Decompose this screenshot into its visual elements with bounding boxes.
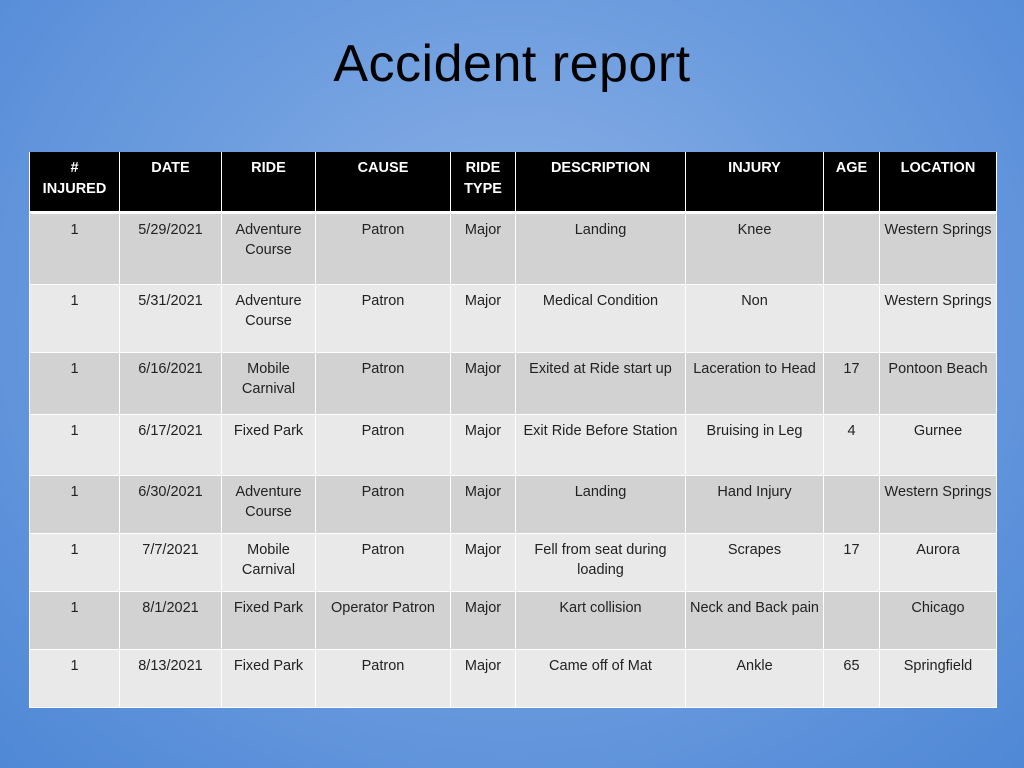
header-date: DATE [120,152,222,212]
cell-injury: Scrapes [686,533,824,591]
cell-description: Came off of Mat [516,649,686,707]
cell-cause: Patron [316,284,451,352]
cell-ride: Fixed Park [222,414,316,475]
cell-date: 7/7/2021 [120,533,222,591]
cell-ride: Adventure Course [222,284,316,352]
cell-location: Pontoon Beach [880,352,997,414]
cell-location: Aurora [880,533,997,591]
cell-injury: Bruising in Leg [686,414,824,475]
table-row [30,533,997,591]
cell-injured: 1 [30,475,120,533]
cell-ride: Mobile Carnival [222,533,316,591]
cell-cause: Operator Patron [316,591,451,649]
cell-age: 65 [824,649,880,707]
cell-age: 17 [824,533,880,591]
cell-cause: Patron [316,352,451,414]
table-row [30,414,997,475]
cell-age: 17 [824,352,880,414]
cell-cause: Patron [316,533,451,591]
cell-injured: 1 [30,414,120,475]
cell-age: 4 [824,414,880,475]
cell-description: Kart collision [516,591,686,649]
cell-description: Medical Condition [516,284,686,352]
cell-location: Western Springs [880,284,997,352]
cell-injury: Non [686,284,824,352]
cell-ride: Fixed Park [222,591,316,649]
cell-age [824,212,880,284]
cell-date: 8/1/2021 [120,591,222,649]
cell-ride-type: Major [451,212,516,284]
cell-injury: Hand Injury [686,475,824,533]
cell-date: 6/17/2021 [120,414,222,475]
header-ride: RIDE [222,152,316,212]
cell-location: Chicago [880,591,997,649]
header-ride-type: RIDE TYPE [451,152,516,212]
cell-date: 6/16/2021 [120,352,222,414]
cell-ride-type: Major [451,414,516,475]
table-row [30,591,997,649]
cell-date: 6/30/2021 [120,475,222,533]
cell-date: 5/29/2021 [120,212,222,284]
cell-ride-type: Major [451,533,516,591]
cell-ride-type: Major [451,475,516,533]
header-age: AGE [824,152,880,212]
table-row [30,475,997,533]
cell-ride: Adventure Course [222,212,316,284]
cell-injured: 1 [30,212,120,284]
cell-description: Exited at Ride start up [516,352,686,414]
cell-cause: Patron [316,475,451,533]
cell-date: 5/31/2021 [120,284,222,352]
cell-ride-type: Major [451,352,516,414]
cell-age [824,591,880,649]
cell-injured: 1 [30,591,120,649]
header-injured: # INJURED [30,152,120,212]
cell-ride: Fixed Park [222,649,316,707]
cell-injured: 1 [30,533,120,591]
cell-description: Exit Ride Before Station [516,414,686,475]
cell-location: Springfield [880,649,997,707]
table-row [30,649,997,707]
header-description: DESCRIPTION [516,152,686,212]
cell-injured: 1 [30,352,120,414]
cell-ride: Mobile Carnival [222,352,316,414]
cell-injury: Laceration to Head [686,352,824,414]
cell-ride-type: Major [451,591,516,649]
header-location: LOCATION [880,152,997,212]
cell-description: Landing [516,475,686,533]
table-row [30,212,997,284]
cell-cause: Patron [316,649,451,707]
cell-date: 8/13/2021 [120,649,222,707]
table-header-row [30,152,997,212]
cell-cause: Patron [316,414,451,475]
cell-age [824,475,880,533]
cell-ride-type: Major [451,649,516,707]
cell-location: Western Springs [880,212,997,284]
table-row [30,284,997,352]
cell-ride-type: Major [451,284,516,352]
header-cause: CAUSE [316,152,451,212]
cell-age [824,284,880,352]
cell-injured: 1 [30,284,120,352]
slide-title: Accident report [333,35,691,93]
cell-ride: Adventure Course [222,475,316,533]
cell-injury: Neck and Back pain [686,591,824,649]
cell-location: Western Springs [880,475,997,533]
accident-report-table [29,152,997,708]
table-row [30,352,997,414]
cell-description: Landing [516,212,686,284]
cell-cause: Patron [316,212,451,284]
cell-description: Fell from seat during loading [516,533,686,591]
cell-location: Gurnee [880,414,997,475]
header-injury: INJURY [686,152,824,212]
cell-injury: Knee [686,212,824,284]
cell-injury: Ankle [686,649,824,707]
cell-injured: 1 [30,649,120,707]
